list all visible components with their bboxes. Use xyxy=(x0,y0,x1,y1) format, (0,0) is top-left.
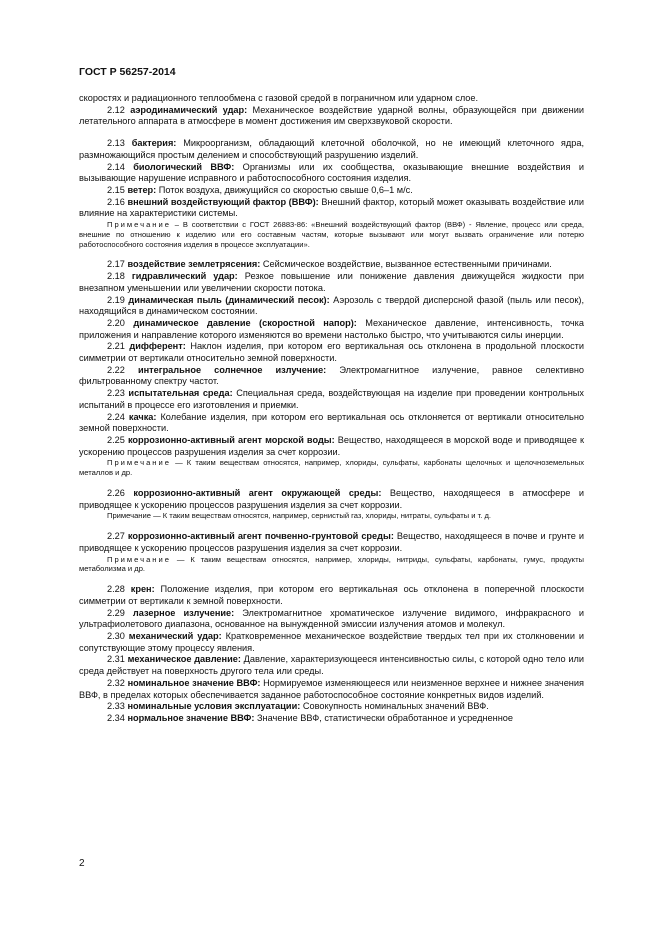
note-label: Примечание xyxy=(107,220,171,230)
term: коррозионно-активный агент морской воды: xyxy=(127,434,335,445)
term: ветер: xyxy=(127,184,157,195)
term: динамическая пыль (динамический песок): xyxy=(128,294,330,305)
definition-paragraph: 2.27 коррозионно-активный агент почвенно-грунтовой среды: Вещество, находящееся в почве и грунте и приводящее к ускорению процессов разрушения изделия за счет коррозии. xyxy=(79,531,584,553)
definition-paragraph: скоростях и радиационного теплообмена с газовой средой в пограничном или ударном слое. xyxy=(79,93,479,103)
note-label: Примечание xyxy=(107,511,151,521)
definition-paragraph: 2.17 воздействие землетрясения: Сейсмическое воздействие, вызванное естественными причинами. xyxy=(107,259,552,270)
clause-number: 2.15 xyxy=(107,184,128,195)
definition-paragraph: 2.24 качка: Колебание изделия, при котором его вертикальная ось отклоняется от вертикали относительно земной поверхности. xyxy=(79,411,584,434)
term: внешний воздействующий фактор (ВВФ): xyxy=(127,196,319,207)
definition-paragraph: 2.32 номинальное значение ВВФ: Нормируемое изменяющееся или неизменное верхнее и нижнее значения ВВФ, в пределах которых обеспечивается заданное работоспособное состояние конкретных видов изделий. xyxy=(79,677,584,700)
term: динамическое давление (скоростной напор): xyxy=(133,317,357,328)
term: бактерия: xyxy=(131,138,177,149)
clause-number: 2.28 xyxy=(107,584,131,595)
definition-note: Примечание — К таким веществам относятся, например, хлориды, сульфаты, карбонаты щелочных и щелочноземельных металлов и др. xyxy=(79,458,584,478)
paragraph-gap xyxy=(79,249,584,259)
clause-number: 2.34 xyxy=(107,712,128,723)
definition-paragraph: 2.26 коррозионно-активный агент окружающей среды: Вещество, находящееся в атмосфере и приводящее к ускорению процессов разрушения изделия за счет коррозии. xyxy=(79,487,585,510)
document-body xyxy=(79,93,584,725)
clause-number: 2.27 xyxy=(107,531,128,542)
term: механический удар: xyxy=(128,630,222,641)
term: лазерное излучение: xyxy=(132,607,235,618)
note-label: Примечание xyxy=(107,554,171,564)
paragraph-gap xyxy=(79,478,584,488)
clause-number: 2.24 xyxy=(107,411,129,422)
clause-number: 2.18 xyxy=(107,271,132,282)
definition-paragraph: 2.20 динамическое давление (скоростной напор): Механическое давление, интенсивность, точка приложения и направление которого изменяются во времени настолько быстро, что учитываются силы инерции. xyxy=(79,317,584,340)
definition-paragraph: 2.21 дифферент: Наклон изделия, при котором его вертикальная ось отклонена в продольной плоскости симметрии от вертикали относительно земной поверхности. xyxy=(79,341,584,364)
definition-note: Примечание — К таким веществам относятся, например, сернистый газ, хлориды, нитраты, сульфаты и т. д. xyxy=(107,511,491,521)
definition-paragraph: 2.13 бактерия: Микроорганизм, обладающий клеточной оболочкой, но не имеющий клеточного ядра, размножающийся простым делением и способствующий разрушению изделий. xyxy=(79,138,585,160)
definition-paragraph: 2.14 биологический ВВФ: Организмы или их сообщества, оказывающие внешние воздействия и вызывающие нарушение исправного и работоспособного состояния изделия. xyxy=(79,161,584,184)
paragraph-gap xyxy=(79,128,584,138)
paragraph-gap xyxy=(79,521,584,531)
clause-number: 2.16 xyxy=(107,196,128,207)
term: воздействие землетрясения: xyxy=(127,259,261,270)
definition-paragraph: 2.34 нормальное значение ВВФ: Значение ВВФ, статистически обработанное и усредненное xyxy=(107,712,514,723)
term: номинальные условия эксплуатации: xyxy=(127,701,301,712)
definition-paragraph: 2.29 лазерное излучение: Электромагнитное хроматическое излучение видимого, инфракрасного и ультрафиолетового диапазона, основанное на вынужденной эмиссии излучения атомов и молекул. xyxy=(79,607,584,630)
clause-number: 2.23 xyxy=(107,388,129,399)
clause-number: 2.32 xyxy=(107,677,128,688)
clause-number: 2.12 xyxy=(107,104,131,115)
term: нормальное значение ВВФ: xyxy=(127,712,255,723)
note-label: Примечание xyxy=(107,458,171,468)
definition-paragraph: 2.30 механический удар: Кратковременное механическое воздействие твердых тел при их столкновении и сопутствующие этому процессу явления. xyxy=(79,630,584,653)
term: крен: xyxy=(130,584,155,595)
definition-paragraph: 2.28 крен: Положение изделия, при котором его вертикальная ось отклонена в поперечной плоскости симметрии от вертикали к земной поверхности. xyxy=(79,584,584,606)
definition-paragraph: 2.12 аэродинамический удар: Механическое воздействие ударной волны, образующейся при движении летательного аппарата в атмосфере в момент достижения им сверхзвуковой скорости. xyxy=(79,104,584,127)
clause-number: 2.29 xyxy=(107,607,133,618)
term: механическое давление: xyxy=(127,654,241,665)
term: интегральное солнечное излучение: xyxy=(137,364,327,375)
definition-paragraph: 2.16 внешний воздействующий фактор (ВВФ): Внешний фактор, который может оказывать воздействие или влияние на характеристики системы. xyxy=(79,196,584,219)
clause-number: 2.30 xyxy=(107,630,129,641)
clause-number: 2.20 xyxy=(107,317,134,328)
clause-number: 2.19 xyxy=(107,294,129,305)
term: коррозионно-активный агент окружающей среды: xyxy=(133,487,382,498)
term: номинальное значение ВВФ: xyxy=(127,677,261,688)
definition-paragraph: 2.25 коррозионно-активный агент морской воды: Вещество, находящееся в морской воде и приводящее к ускорению процессов разрушения изделия за счет коррозии. xyxy=(79,434,585,457)
definition-paragraph: 2.33 номинальные условия эксплуатации: Совокупность номинальных значений ВВФ. xyxy=(107,701,489,712)
term: качка: xyxy=(128,411,157,422)
page-number: 2 xyxy=(79,858,85,869)
clause-number: 2.13 xyxy=(107,138,132,149)
paragraph-gap xyxy=(79,574,584,584)
clause-number: 2.21 xyxy=(107,341,130,352)
clause-number: 2.17 xyxy=(107,259,128,270)
definition-paragraph: 2.22 интегральное солнечное излучение: Электромагнитное излучение, равное селективно фильтрованному спектру частот. xyxy=(79,364,585,387)
term: гидравлический удар: xyxy=(131,271,238,282)
clause-number: 2.31 xyxy=(107,654,128,665)
definition-note: Примечание — К таким веществам относятся, например, хлориды, нитриды, сульфаты, карбонаты, гумус, продукты метаболизма и др. xyxy=(79,554,584,574)
term: испытательная среда: xyxy=(128,388,233,399)
definition-paragraph: 2.18 гидравлический удар: Резкое повышение или понижение давления движущейся жидкости при внезапном уменьшении или увеличении скорости потока. xyxy=(79,271,584,293)
clause-number: 2.14 xyxy=(107,161,134,172)
definition-paragraph: 2.15 ветер: Поток воздуха, движущийся со скоростью свыше 0,6–1 м/с. xyxy=(107,184,413,195)
term: коррозионно-активный агент почвенно-грунтовой среды: xyxy=(127,531,394,542)
definition-note: Примечание – В соответствии с ГОСТ 26883-86: «Внешний воздействующий фактор (ВВФ) - Явление, процесс или среда, внешние по отношению к изделию или его составным частям, которые вызывают или могут вызвать ограничение или потерю работоспособного состояния изделия в процессе эксплуатации». xyxy=(79,220,584,249)
term: дифферент: xyxy=(129,341,186,352)
term: биологический ВВФ: xyxy=(133,161,235,172)
term: аэродинамический удар: xyxy=(130,104,248,115)
definition-paragraph: 2.19 динамическая пыль (динамический песок): Аэрозоль с твердой дисперсной фазой (пыль или песок), находящийся в динамическом состоянии. xyxy=(79,294,584,317)
clause-number: 2.26 xyxy=(107,487,134,498)
definition-paragraph: 2.31 механическое давление: Давление, характеризующееся интенсивностью силы, с которой одно тело или среда действует на поверхность другого тела или среды. xyxy=(79,654,584,677)
clause-number: 2.25 xyxy=(107,434,128,445)
definition-paragraph: 2.23 испытательная среда: Специальная среда, воздействующая на изделие при проведении контрольных испытаний в процессе его изготовления и приемки. xyxy=(79,388,584,410)
document-header: ГОСТ Р 56257-2014 xyxy=(79,66,176,78)
clause-number: 2.22 xyxy=(107,364,138,375)
clause-number: 2.33 xyxy=(107,701,128,712)
